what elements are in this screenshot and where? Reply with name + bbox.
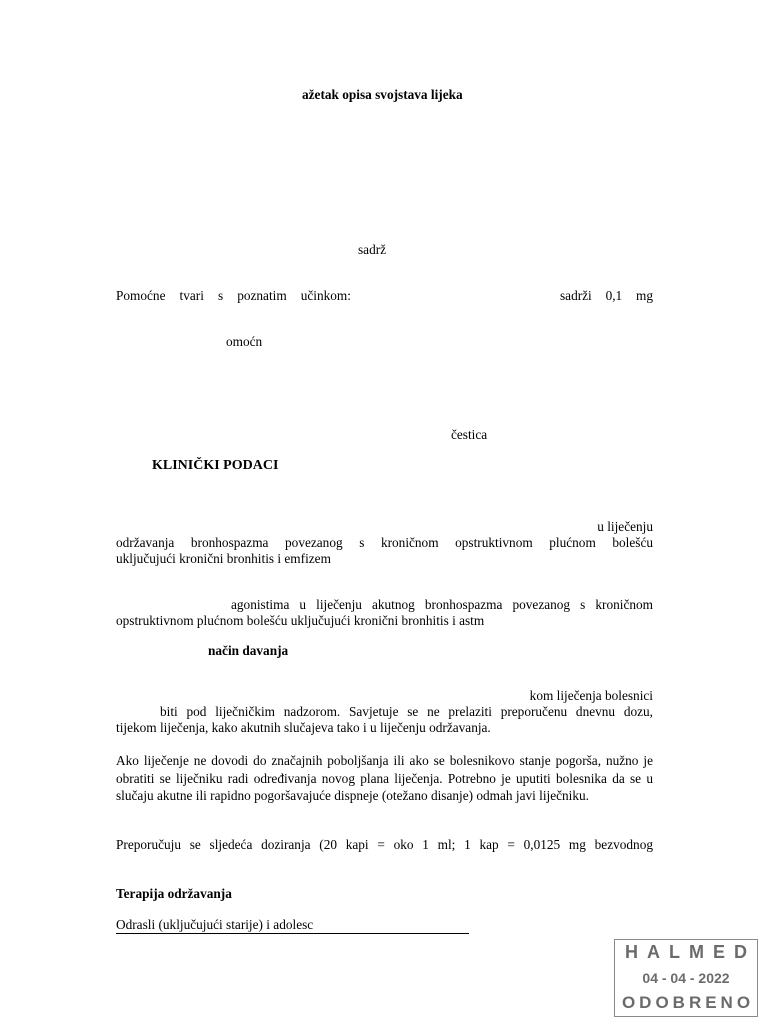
heading-method-of-administration: način davanja xyxy=(208,643,289,658)
excipients-amount: sadrži 0,1 mg xyxy=(560,288,653,303)
dosing1-line1: kom liječenja bolesnici xyxy=(529,688,653,703)
stamp-status: ODOBRENO xyxy=(621,993,755,1012)
indication2-line1: agonistima u liječenju akutnog bronhospazma povezanog s kroničnom xyxy=(231,597,653,612)
adults-subheading: Odrasli (uključujući starije) i adolesc xyxy=(116,917,469,934)
text-fragment-cestica: čestica xyxy=(451,427,488,442)
text-fragment-omocn: omoćn xyxy=(226,334,263,349)
section-heading-clinical: KLINIČKI PODACI xyxy=(152,458,279,473)
stamp-date: 04 - 04 - 2022 xyxy=(642,970,730,986)
text-fragment-sadrz: sadrž xyxy=(358,242,387,257)
excipients-label: Pomoćne tvari s poznatim učinkom: xyxy=(116,288,351,303)
stamp-agency: HALMED xyxy=(625,942,756,962)
halmed-approval-stamp xyxy=(614,939,758,1017)
dosing1-line3: tijekom liječenja, kako akutnih slučajeva tako i u liječenju održavanja. xyxy=(116,720,491,735)
dosing-paragraph-2: Ako liječenje ne dovodi do značajnih poboljšanja ili ako se bolesnikovo stanje pogorša, nužno je obratiti se liječniku radi određivanja novog plana liječenja. Potrebno je uputiti bolesnika da se u slučaju akutne ili rapidno pogoršavajuće dispneje (otežano disanje) odmah javi liječniku. xyxy=(116,753,653,803)
indication1-line2: održavanja bronhospazma povezanog s kroničnom opstruktivnom plućnom bolešću xyxy=(116,535,653,550)
indication1-line3: uključujući kronični bronhitis i emfizem xyxy=(116,551,331,566)
heading-maintenance-therapy: Terapija održavanja xyxy=(116,886,232,901)
indication2-line2: opstruktivnom plućnom bolešću uključujući kronični bronhitis i astm xyxy=(116,613,485,628)
indication1-line1: u liječenju xyxy=(597,519,653,534)
dosing-paragraph-3: Preporučuju se sljedeća doziranja (20 kapi = oko 1 ml; 1 kap = 0,0125 mg bezvodnog xyxy=(116,837,653,852)
document-title: ažetak opisa svojstava lijeka xyxy=(302,87,463,102)
dosing1-line2: biti pod liječničkim nadzorom. Savjetuje se ne prelaziti preporučenu dnevnu dozu, xyxy=(160,704,653,719)
